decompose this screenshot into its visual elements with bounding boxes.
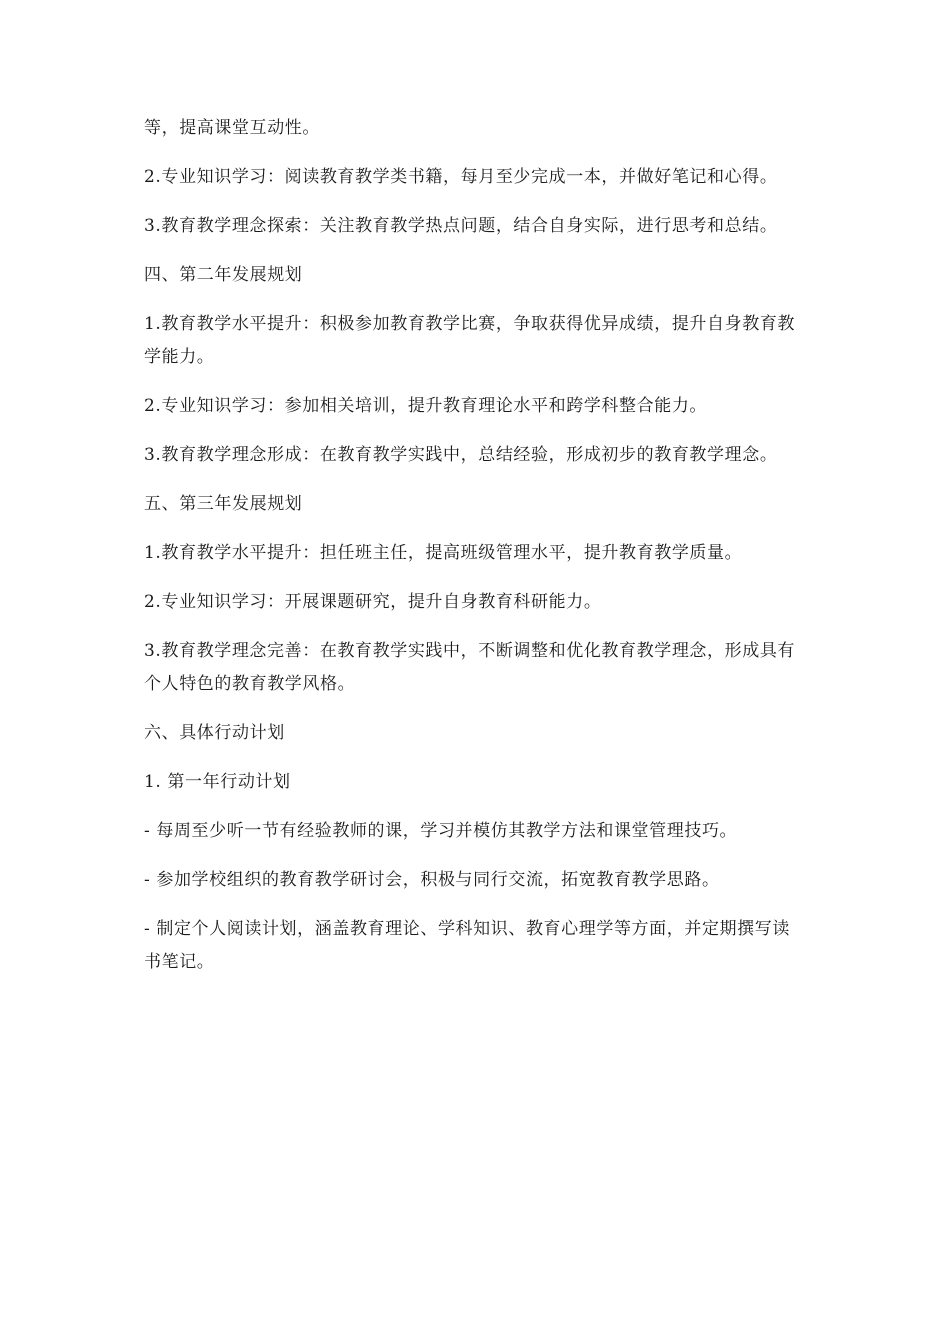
section-heading: 六、具体行动计划 (144, 723, 285, 743)
bullet-item: - 每周至少听一节有经验教师的课，学习并模仿其教学方法和课堂管理技巧。 (144, 821, 738, 841)
section-heading: 四、第二年发展规划 (144, 265, 303, 285)
paragraph-item: 2.专业知识学习：阅读教育教学类书籍，每月至少完成一本，并做好笔记和心得。 (144, 167, 778, 187)
bullet-item: - 制定个人阅读计划，涵盖教育理论、学科知识、教育心理学等方面，并定期撰写读书笔记。 (144, 919, 790, 972)
section-heading: 五、第三年发展规划 (144, 494, 303, 514)
paragraph-item: 2.专业知识学习：参加相关培训，提升教育理论水平和跨学科整合能力。 (144, 396, 708, 416)
document-body (144, 112, 806, 995)
subsection-heading: 1. 第一年行动计划 (144, 772, 291, 792)
paragraph-item: 3.教育教学理念探索：关注教育教学热点问题，结合自身实际，进行思考和总结。 (144, 216, 778, 236)
paragraph-item: 2.专业知识学习：开展课题研究，提升自身教育科研能力。 (144, 592, 602, 612)
bullet-item: - 参加学校组织的教育教学研讨会，积极与同行交流，拓宽教育教学思路。 (144, 870, 720, 890)
paragraph-item: 1.教育教学水平提升：担任班主任，提高班级管理水平，提升教育教学质量。 (144, 543, 743, 563)
paragraph-item: 3.教育教学理念完善：在教育教学实践中，不断调整和优化教育教学理念，形成具有个人特色的教育教学风格。 (144, 641, 796, 694)
paragraph-item: 1.教育教学水平提升：积极参加教育教学比赛，争取获得优异成绩，提升自身教育教学能力。 (144, 314, 796, 367)
paragraph-continuation: 等，提高课堂互动性。 (144, 118, 320, 138)
paragraph-item: 3.教育教学理念形成：在教育教学实践中，总结经验，形成初步的教育教学理念。 (144, 445, 778, 465)
